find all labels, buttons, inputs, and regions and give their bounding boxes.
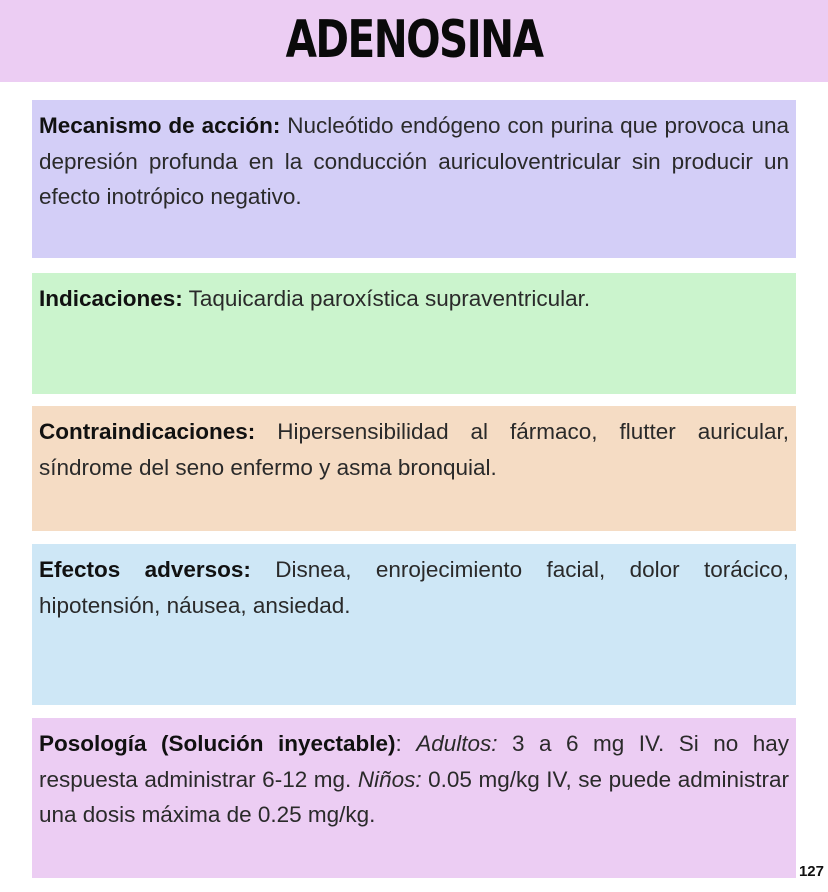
posologia-colon: :: [395, 731, 417, 756]
mecanismo-text: Nucleótido endógeno con purina que provoca una depresión profunda en la conducción auriculoventricular sin producir un efecto inotrópico negativo.: [39, 113, 789, 209]
mecanismo-label: Mecanismo de acción:: [39, 113, 281, 138]
adultos-label: Adultos:: [416, 731, 498, 756]
contraindicaciones-card: [32, 406, 796, 531]
efectos-label: Efectos adversos:: [39, 557, 251, 582]
efectos-text: Disnea, enrojecimiento facial, dolor torácico, hipotensión, náusea, ansiedad.: [39, 557, 789, 618]
contraindicaciones-text: Hipersensibilidad al fármaco, flutter auricular, síndrome del seno enfermo y asma bronquial.: [39, 419, 789, 480]
contraindicaciones-label: Contraindicaciones:: [39, 419, 256, 444]
title-banner: [0, 0, 828, 82]
mecanismo-card: [32, 100, 796, 258]
indicaciones-label: Indicaciones:: [39, 286, 183, 311]
page-number: 127: [798, 863, 824, 880]
indicaciones-text: Taquicardia paroxística supraventricular.: [182, 286, 591, 311]
posologia-label: Posología (Solución inyectable): [39, 731, 396, 756]
adultos-text: 3 a 6 mg IV. Si no hay respuesta administrar 6-12 mg.: [39, 731, 789, 792]
indicaciones-card: [32, 273, 796, 394]
ninos-text: 0.05 mg/kg IV, se puede administrar una dosis máxima de 0.25 mg/kg.: [39, 766, 790, 827]
page-title: ADENOSINA: [285, 10, 543, 70]
efectos-card: [32, 544, 796, 705]
ninos-label: Niños:: [357, 766, 422, 792]
posologia-card: [32, 718, 796, 878]
